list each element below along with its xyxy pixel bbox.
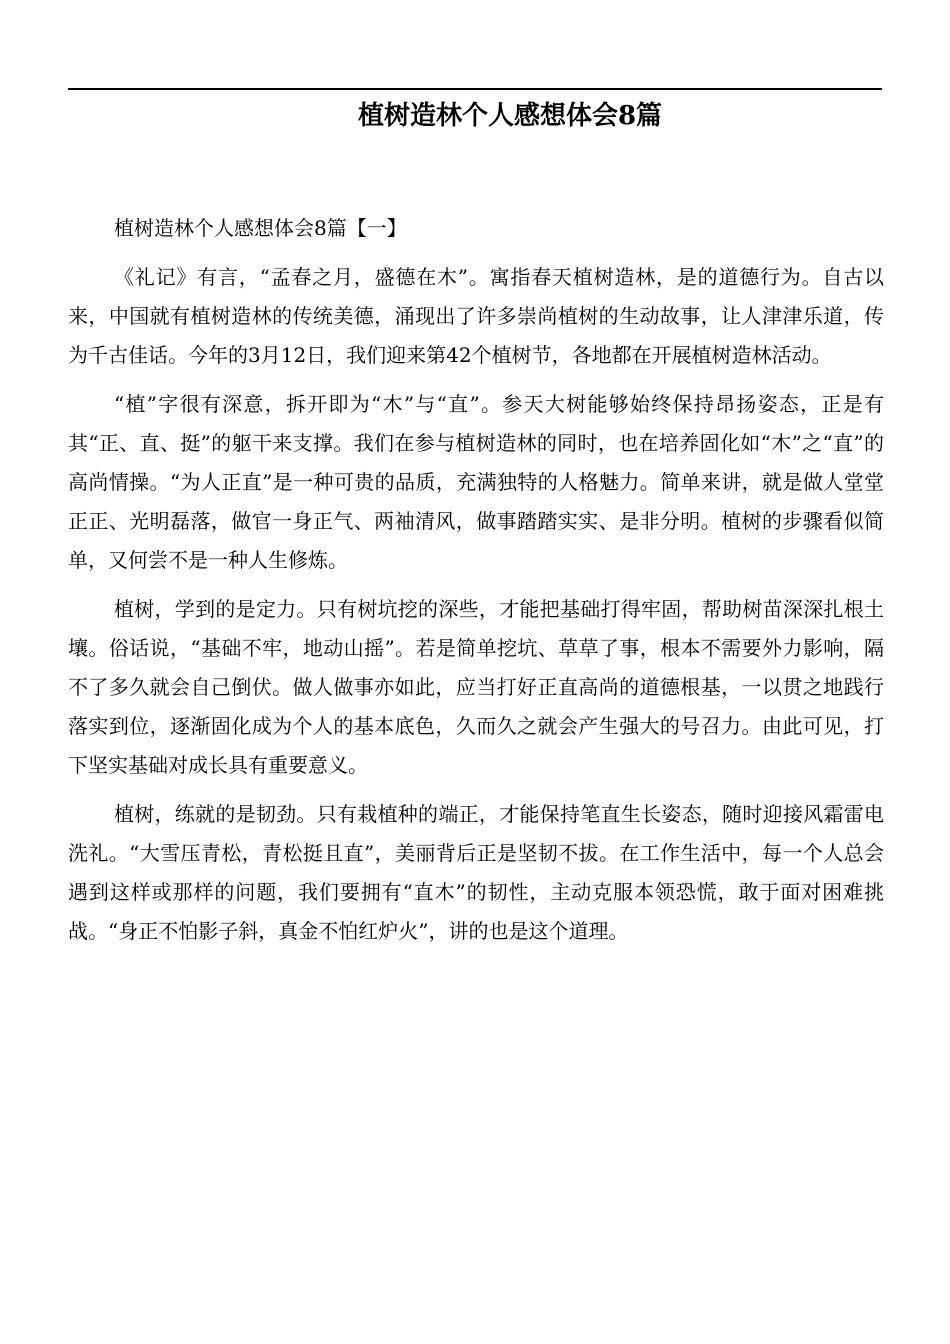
paragraph-1: 《礼记》有言，“孟春之月，盛德在木”。寓指春天植树造林，是的道德行为。自古以来，中国就有植树造林的传统美德，涌现出了许多崇尚植树的生动故事，让人津津乐道，传为千古佳话。今年的3月12日，我们迎来第42个植树节，各地都在开展植树造林活动。 — [68, 265, 884, 367]
document-body — [68, 209, 884, 961]
header-rule — [68, 88, 882, 90]
paragraph-2: “植”字很有深意，拆开即为“木”与“直”。参天大树能够始终保持昂扬姿态，正是有其“正、直、挺”的躯干来支撑。我们在参与植树造林的同时，也在培养固化如“木”之“直”的高尚情操。“为人正直”是一种可贵的品质，充满独特的人格魅力。简单来讲，就是做人堂堂正正、光明磊落，做官一身正气、两袖清风，做事踏踏实实、是非分明。植树的步骤看似简单，又何尝不是一种人生修炼。 — [68, 392, 884, 572]
paragraph-3: 植树，学到的是定力。只有树坑挖的深些，才能把基础打得牢固，帮助树苗深深扎根土壤。俗话说，“基础不牢，地动山摇”。若是简单挖坑、草草了事，根本不需要外力影响，隔不了多久就会自己倒伏。做人做事亦如此，应当打好正直高尚的道德根基，一以贯之地践行落实到位，逐渐固化成为个人的基本底色，久而久之就会产生强大的号召力。由此可见，打下坚实基础对成长具有重要意义。 — [68, 597, 884, 777]
paragraph-4: 植树，练就的是韧劲。只有栽植种的端正，才能保持笔直生长姿态，随时迎接风霜雷电洗礼。“大雪压青松，青松挺且直”，美丽背后正是坚韧不拔。在工作生活中，每一个人总会遇到这样或那样的问题，我们要拥有“直木”的韧性，主动克服本领恐慌，敢于面对困难挑战。“身正不怕影子斜，真金不怕红炉火”，讲的也是这个道理。 — [68, 802, 884, 943]
section-heading: 植树造林个人感想体会8篇【一】 — [114, 216, 407, 240]
page-title: 植树造林个人感想体会8篇 — [357, 101, 663, 131]
